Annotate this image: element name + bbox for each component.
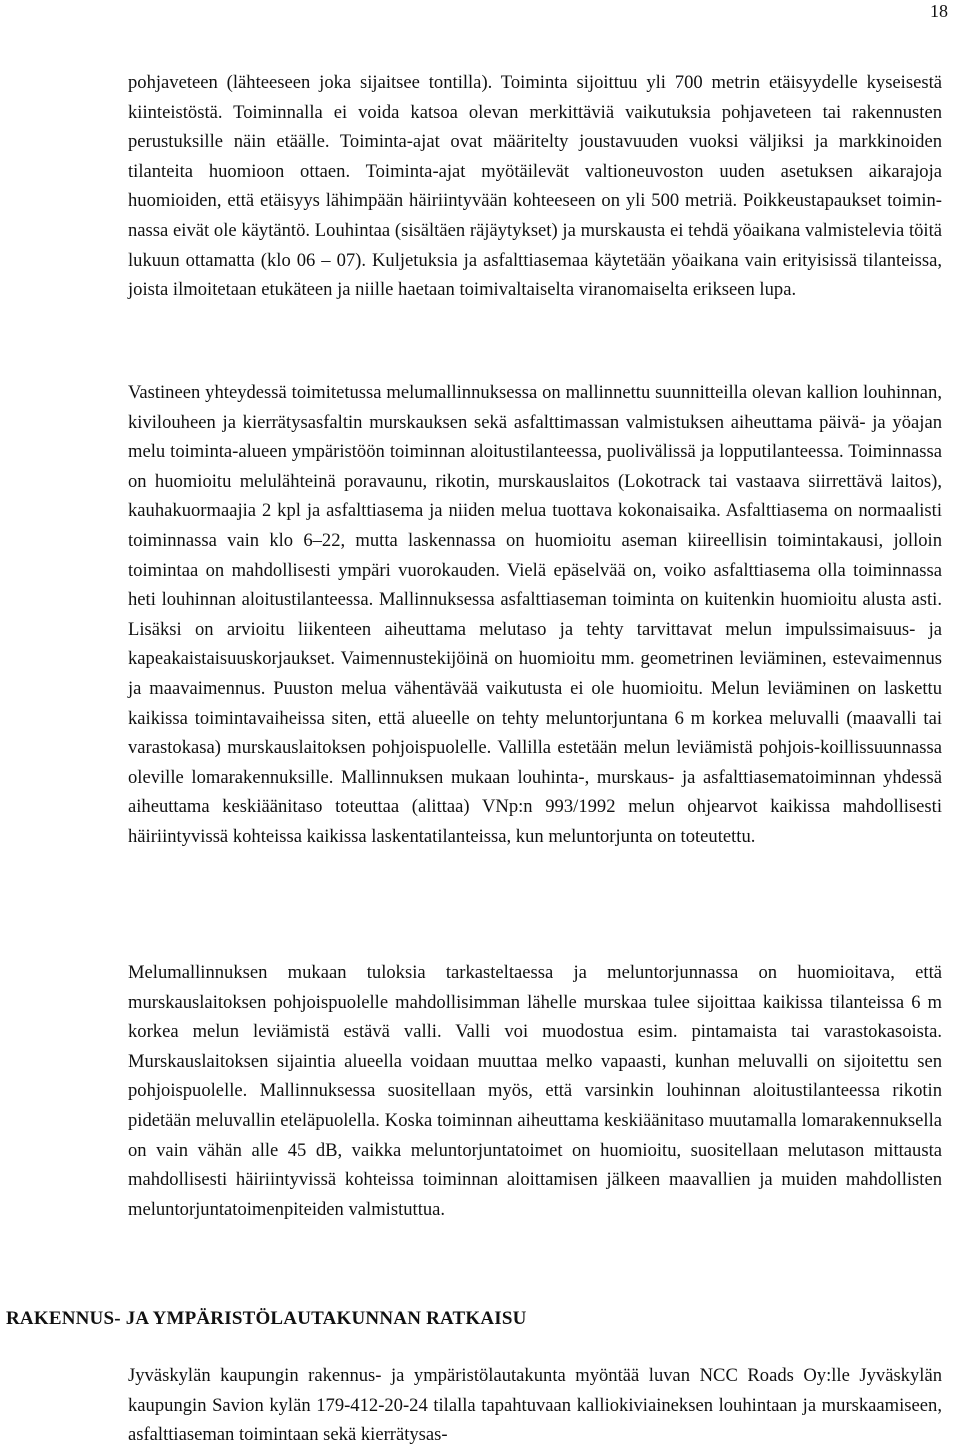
paragraph-groundwater: pohjaveteen (lähteeseen joka sijaitsee tontilla). Toiminta sijoittuu yli 700 metrin etäisyydelle kyseisestä kiinteistöstä. Toiminnalla ei voida katsoa olevan merkittäviä vaikutuksia pohjaveteen tai rakennusten perustuksille näin etäälle. Toiminta-ajat ovat määritelty joustavuuden vuoksi väljiksi ja markkinoiden tilanteita huomioon ottaen. Toiminta-ajat myötäilevät valtioneuvoston uuden asetuksen aikarajoja huomioiden, että etäisyys lähimpään häiriintyvään kohteeseen on yli 500 metriä. Poikkeustapaukset toiminnassa eivät ole käytäntö. Louhintaa (sisältäen räjäytykset) ja murskausta ei tehdä yöaikana valmistelevia töitä lukuun ottamatta (klo 06 – 07). Kuljetuksia ja asfalttiasemaa käytetään yöaikana vain erityisissä tilanteissa, joista ilmoitetaan etukäteen ja niille haetaan toimivaltaiselta viranomaiselta erikseen lupa. [128,72,942,301]
section-heading: RAKENNUS- JA YMPÄRISTÖLAUTAKUNNAN RATKAISU [6,1308,527,1329]
paragraph-noise-results: Melumallinnuksen mukaan tuloksia tarkasteltaessa ja meluntorjunnassa on huomioitava, että murskauslaitoksen pohjoispuolelle mahdollisimman lähelle murskaa tulee sijoittaa kaikissa tilanteissa 6 m korkea melun leviämistä estävä valli. Valli voi muodostua esim. pintamaista tai varastokasoista. Murskauslaitoksen sijaintia alueella voidaan muuttaa melko vapaasti, kunhan meluvalli on sijoitettu sen pohjoispuolelle. Mallinnuksessa suositellaan myös, että varsinkin louhinnan aloitustilanteessa rikotin pidetään meluvallin eteläpuolella. Koska toiminnan aiheuttama keskiäänitaso muutamalla lomarakennuksella on vain vähän alle 45 dB, vaikka meluntorjuntatoimet on huomioitu, suositellaan melutason mittausta mahdollisesti häiriintyvissä kohteissa toiminnan aloittamisen jälkeen maavallien ja muiden mahdollisten meluntorjuntatoimenpiteiden valmistuttua. [128,962,942,1220]
paragraph-decision: Jyväskylän kaupungin rakennus- ja ympäristölautakunta myöntää luvan NCC Roads Oy:lle Jyväskylän kaupungin Savion kylän 179-412-20-24 tilalla tapahtuvaan kalliokiviaineksen louhintaan ja murskaamiseen, asfalttiaseman toimintaan sekä kierrätysas- [128,1365,942,1446]
page-number: 18 [930,1,948,21]
paragraph-noise-modelling: Vastineen yhteydessä toimitetussa melumallinnuksessa on mallinnettu suunnitteilla olevan kallion louhinnan, kivilouheen ja kierrätysasfaltin murskauksen sekä asfalttimassan valmistuksen aiheuttama päivä- ja yöajan melu toiminta-alueen ympäristöön toiminnan aloitustilanteessa, puolivälissä ja lopputilanteessa. Toiminnassa on huomioitu melulähteinä poravaunu, rikotin, murskauslaitos (Lokotrack tai vastaava siirrettävä laitos), kauhakuormaajia 2 kpl ja asfalttiasema ja niiden melua tuottava kokonaisaika. Asfalttiasema on normaalisti toiminnassa vain klo 6–22, mutta laskennassa on huomioitu aseman kiireellisin toimintakausi, jolloin toimintaa on mahdollisesti ympäri vuorokauden. Vielä epäselvää on, voiko asfalttiasema olla toiminnassa heti louhinnan aloitustilanteessa. Mallinnuksessa asfalttiaseman toiminta on kuitenkin huomioitu alusta asti. Lisäksi on arvioitu liikenteen aiheuttama melutaso ja tehty tarvittavat melun impulssimaisuus- ja kapeakaistaisuuskorjaukset. Vaimennustekijöinä on huomioitu mm. geometrinen leviäminen, estevaimennus ja maavaimennus. Puuston melua vähentävää vaikutusta ei ole huomioitu. Melun leviäminen on laskettu kaikissa toimintavaiheissa siten, että alueelle on tehty meluntorjuntana 6 m korkea meluvalli (maavalli tai varastokasa) murskauslaitoksen pohjoispuolelle. Vallilla estetään melun leviämistä pohjois-koillissuunnassa oleville lomarakennuksille. Mallinnuksen mukaan louhinta-, murskaus- ja asfalttiasematoiminnan yhdessä aiheuttama keskiäänitaso toteuttaa (alittaa) VNp:n 993/1992 melun ohjearvot kaikissa mahdollisesti häiriintyvissä kohteissa kaikissa laskentatilanteissa, kun meluntorjunta on toteutettu. [128,382,942,847]
